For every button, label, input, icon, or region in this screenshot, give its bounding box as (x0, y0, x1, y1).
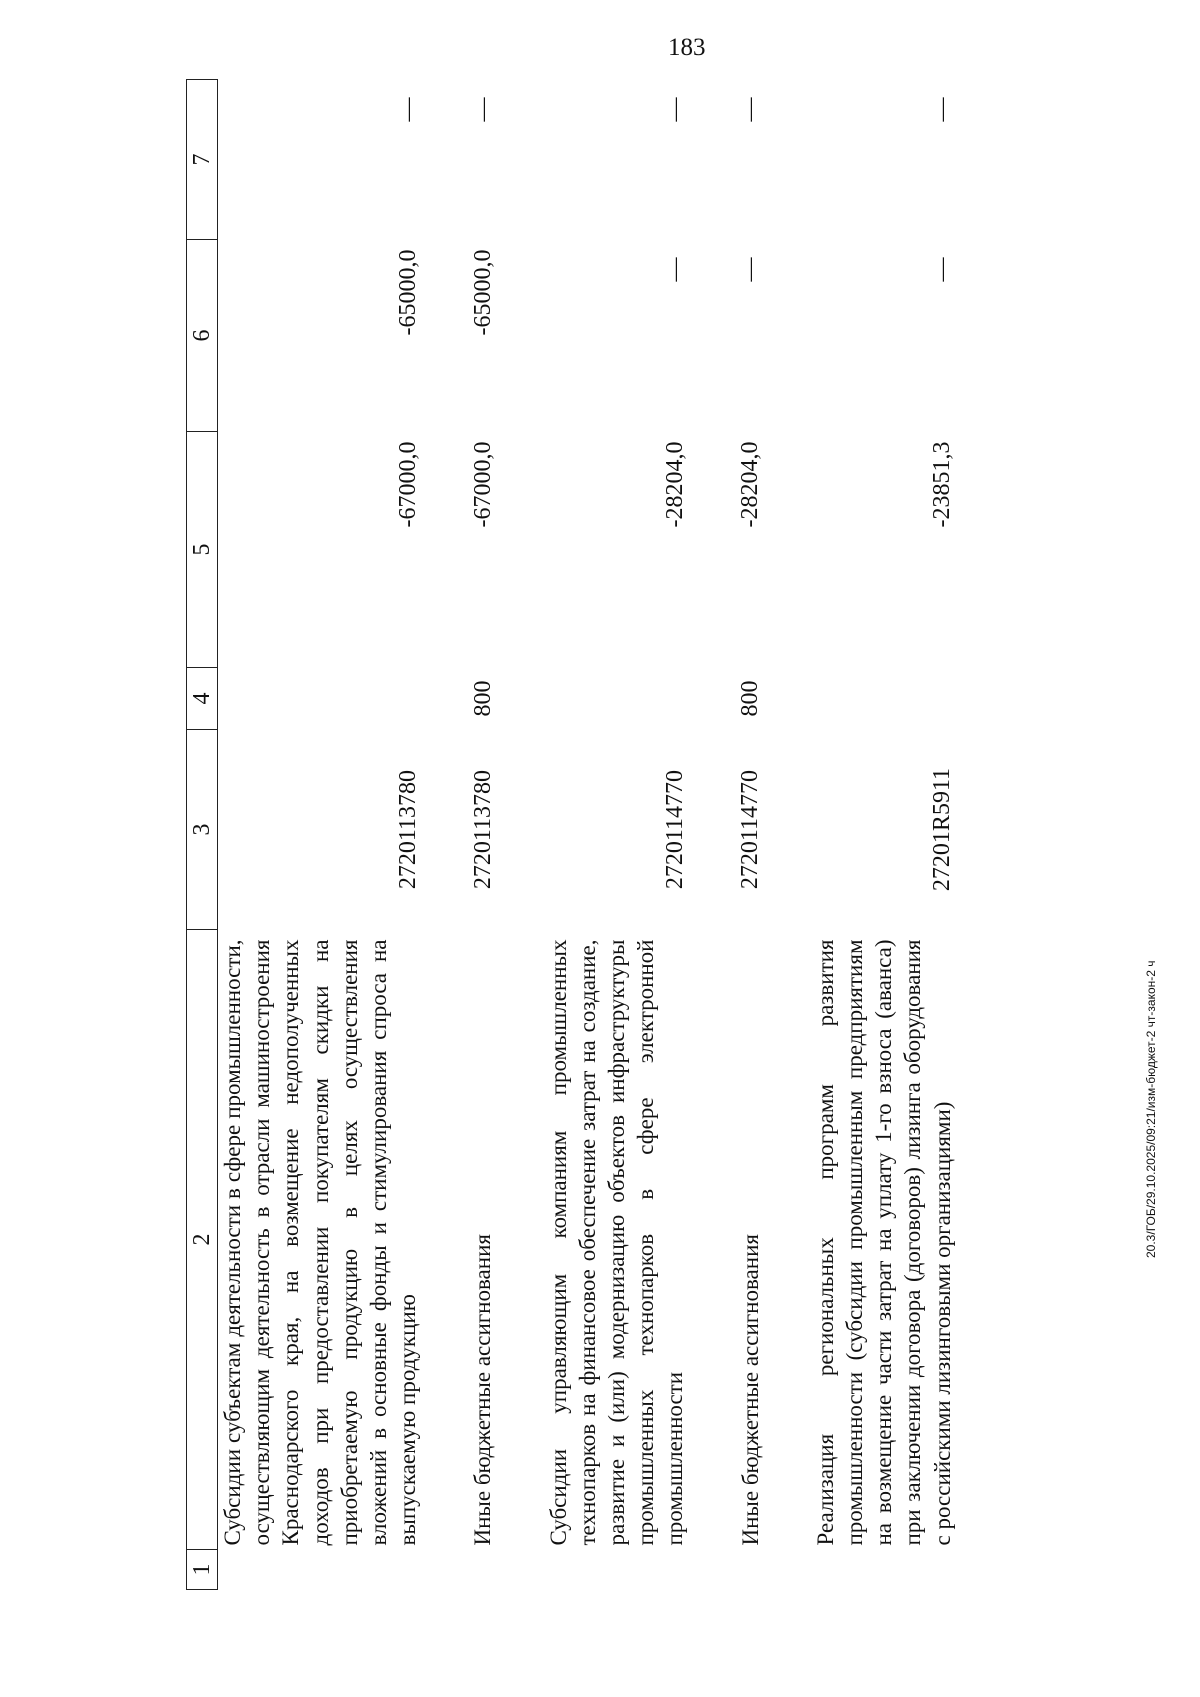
row-number-cell (775, 1550, 967, 1590)
description-cell: Субсидии субъектам деятельности в сфере промышленности, осуществляющим деятельность в отрасли машиностроения Краснодарского края, на возмещение недополученных доходов при предоставлении покупателям скидки на приобретаемую продукцию в целях осуществления вложений в основные фонды и стимулирования спроса на выпускаемую продукцию (220, 939, 421, 1546)
budget-table (186, 79, 967, 1590)
amount-col7-cell: — (929, 97, 956, 122)
amount-col6-cell: -65000,0 (469, 249, 496, 336)
description-cell: Иные бюджетные ассигнования (470, 1234, 496, 1546)
expense-type-cell (775, 668, 967, 730)
amount-col6-cell: — (929, 257, 956, 282)
amount-col5-cell: -67000,0 (469, 441, 496, 528)
amount-col7-cell: — (661, 97, 688, 122)
amount-col5-cell: -28204,0 (737, 441, 764, 528)
document-footer-code: 20.3/ГОБ/29.10.2025/09:21/изм-бюджет-2 чт-закон-2 ч (1144, 960, 1158, 1258)
page-number: 183 (668, 34, 706, 61)
expense-type-cell (218, 668, 433, 730)
table-row (508, 80, 700, 1590)
rotated-budget-table-container (186, 80, 1066, 1590)
row-number-cell (218, 1550, 433, 1590)
column-header-4: 4 (187, 668, 218, 730)
amount-col7-cell: — (469, 97, 496, 122)
amount-col6-cell: — (737, 257, 764, 282)
expense-type-cell (508, 668, 700, 730)
table-row (775, 80, 967, 1590)
amount-col7-cell: — (737, 97, 764, 122)
amount-col6-cell: — (661, 257, 688, 282)
expense-type-cell: 800 (737, 680, 764, 717)
column-header-6: 6 (187, 240, 218, 432)
column-header-2: 2 (187, 930, 218, 1550)
table-row (432, 80, 507, 1590)
column-header-1: 1 (187, 1550, 218, 1590)
target-article-code-cell: 2720114770 (737, 769, 764, 890)
target-article-code-cell: 2720114770 (661, 769, 688, 890)
amount-col5-cell: -67000,0 (394, 441, 421, 528)
expense-type-cell: 800 (469, 680, 496, 717)
target-article-code-cell: 2720113780 (394, 769, 421, 890)
table-row (218, 80, 433, 1590)
target-article-code-cell: 27201R5911 (929, 767, 956, 892)
row-number-cell (508, 1550, 700, 1590)
column-header-5: 5 (187, 432, 218, 668)
amount-col6-cell: -65000,0 (394, 249, 421, 336)
description-cell: Субсидии управляющим компаниям промышленных технопарков на финансовое обеспечение затрат на создание, развитие и (или) модернизацию объектов инфраструктуры промышленных технопарков в сфере электронной промышленности (545, 939, 688, 1546)
amount-col5-cell: -23851,3 (929, 441, 956, 528)
row-number-cell (432, 1550, 507, 1590)
row-number-cell (700, 1550, 775, 1590)
description-cell: Реализация региональных программ развития промышленности (субсидии промышленным предприятиям на возмещение части затрат на уплату 1-го взноса (аванса) при заключении договора (договоров) лизинга оборудования с российскими лизинговыми организациями) (812, 939, 955, 1546)
column-header-7: 7 (187, 80, 218, 240)
column-number-header-row (187, 80, 218, 1590)
table-row (700, 80, 775, 1590)
column-header-3: 3 (187, 730, 218, 930)
amount-col5-cell: -28204,0 (661, 441, 688, 528)
description-cell: Иные бюджетные ассигнования (737, 1234, 763, 1546)
target-article-code-cell: 2720113780 (469, 769, 496, 890)
amount-col7-cell: — (394, 97, 421, 122)
